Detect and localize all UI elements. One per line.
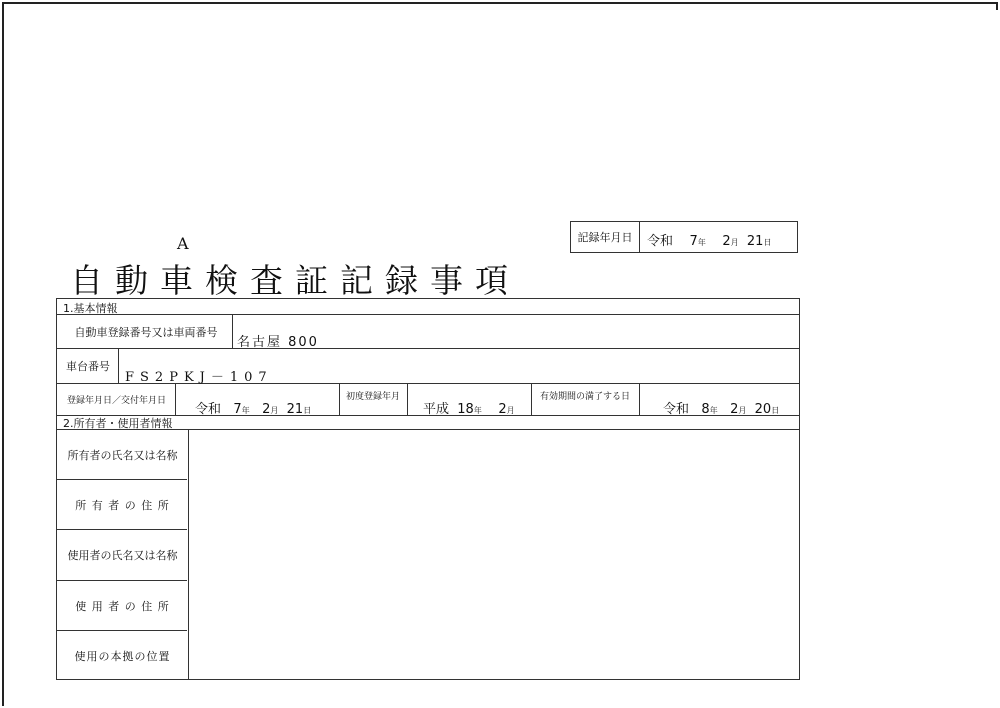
record-date-year-unit: 年: [697, 238, 706, 247]
section1-heading: 1.基本情報: [63, 302, 118, 315]
registration-date-year-unit: 年: [241, 406, 250, 415]
record-date-label: 記録年月日: [571, 222, 640, 252]
section2-heading: 2.所有者・使用者情報: [63, 417, 173, 430]
expiry-date-month: 2: [730, 402, 739, 417]
owner-name-label: 所有者の氏名又は名称: [67, 448, 178, 462]
document-title: 自動車検査証記録事項: [70, 261, 520, 300]
expiry-date-year-unit: 年: [709, 406, 718, 415]
expiry-date-month-unit: 月: [738, 406, 747, 415]
first-registration-label: 初度登録年月: [345, 391, 400, 402]
expiry-date-day-unit: 日: [771, 406, 780, 415]
registration-date-month-unit: 月: [270, 406, 279, 415]
first-registration-month: 2: [498, 402, 507, 417]
col-divider: [118, 348, 119, 383]
expiry-date-label: 有効期間の満了する日: [539, 391, 630, 402]
registration-date-month: 2: [262, 402, 271, 417]
registration-date-day-unit: 日: [303, 406, 312, 415]
registration-number-label: 自動車登録番号又は車両番号: [74, 325, 218, 339]
first-registration-year: 18: [457, 402, 474, 417]
col-divider: [639, 383, 640, 415]
chassis-number-label: 車台番号: [66, 360, 110, 373]
first-registration-value: [423, 398, 515, 417]
first-registration-month-unit: 月: [506, 406, 515, 415]
record-date-month: 2: [722, 234, 731, 249]
col-divider: [175, 383, 176, 415]
col-divider: [232, 314, 233, 348]
record-date-box: [570, 221, 798, 253]
base-location-label: 使用の本拠の位置: [74, 649, 171, 663]
first-registration-year-unit: 年: [473, 406, 482, 415]
record-date-month-unit: 月: [730, 238, 739, 247]
first-registration-era: 平成: [423, 402, 450, 417]
expiry-date-day: 20: [754, 402, 772, 417]
user-name-label: 使用者の氏名又は名称: [67, 549, 178, 562]
form-letter: A: [177, 234, 189, 253]
record-date-era: 令和: [647, 234, 674, 249]
user-address-label: 使 用 者 の 住 所: [75, 599, 170, 613]
record-date-day: 21: [746, 234, 764, 249]
chassis-number-value: FS2PKJ－107: [125, 370, 273, 385]
col-divider: [188, 429, 189, 680]
col-divider: [407, 383, 408, 415]
registration-date-year: 7: [233, 402, 242, 417]
scan-corner-mark: [996, 2, 998, 10]
row-divider: [57, 348, 799, 349]
registration-date-day: 21: [286, 402, 304, 417]
record-table: [56, 298, 800, 680]
expiry-date-value: [663, 398, 779, 417]
registration-number-value: 名古屋 800: [237, 335, 319, 350]
registration-date-label: 登録年月日／交付年月日: [66, 396, 166, 406]
registration-date-value: [195, 398, 311, 417]
expiry-date-era: 令和: [663, 402, 690, 417]
record-date-day-unit: 日: [763, 238, 772, 247]
owner-address-label: 所 有 者 の 住 所: [75, 498, 170, 512]
registration-date-era: 令和: [195, 402, 222, 417]
expiry-date-year: 8: [701, 402, 710, 417]
record-date-value: [647, 230, 771, 249]
record-date-year: 7: [689, 234, 698, 249]
